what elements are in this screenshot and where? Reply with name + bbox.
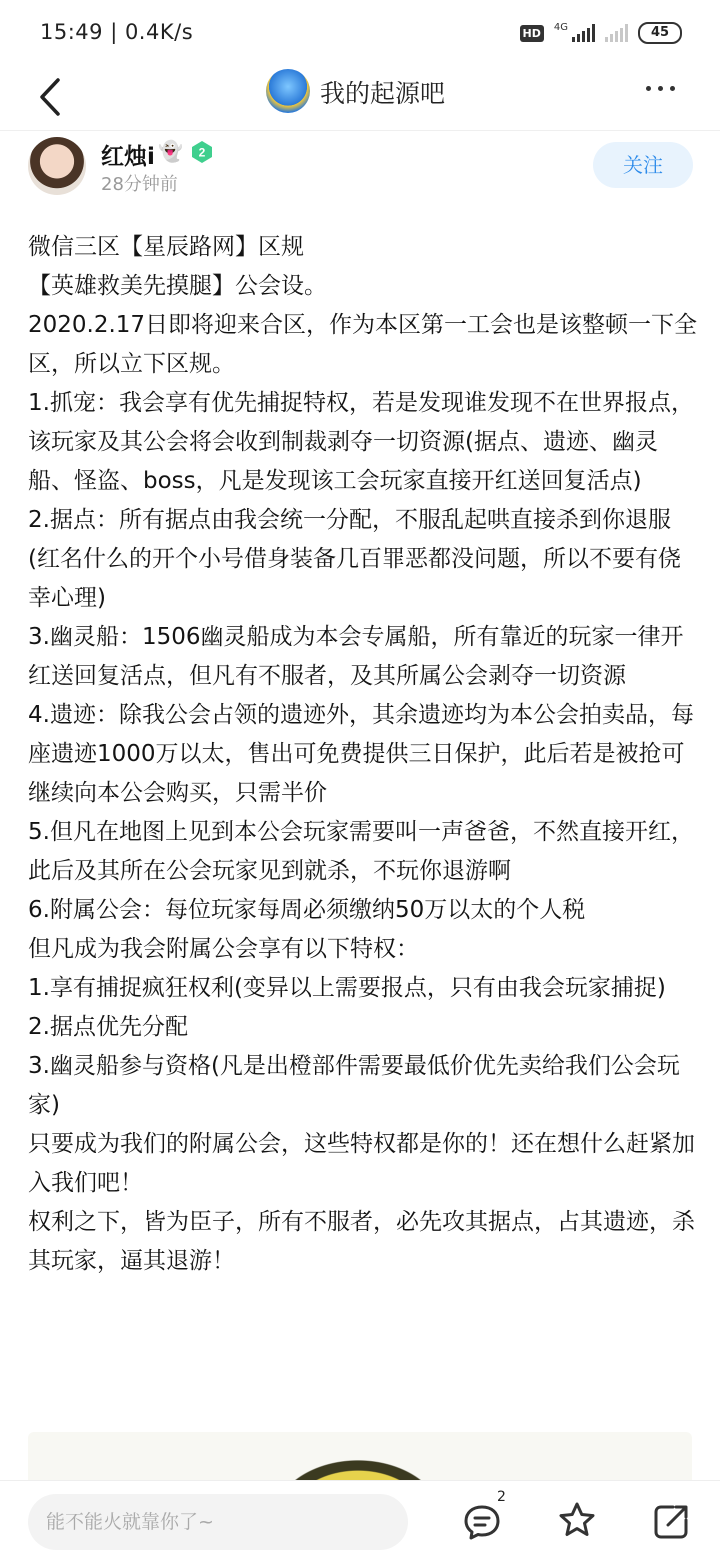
post-line: 【英雄救美先摸腿】公会设。 bbox=[28, 273, 327, 299]
comment-input[interactable]: 能不能火就靠你了~ bbox=[28, 1494, 408, 1550]
ghost-emoji-icon: 👻 bbox=[158, 139, 183, 163]
post-line: 2.据点优先分配 bbox=[28, 1014, 188, 1040]
signal-sim2-icon bbox=[605, 24, 628, 42]
post-line: 3.幽灵船参与资格(凡是出橙部件需要最低价优先卖给我们公会玩家) bbox=[28, 1053, 680, 1118]
back-button[interactable] bbox=[32, 72, 76, 122]
post-time: 28分钟前 bbox=[101, 174, 178, 195]
level-badge bbox=[190, 140, 214, 164]
network-type: 4G bbox=[553, 22, 568, 33]
post-line: 但凡成为我会附属公会享有以下特权： bbox=[28, 936, 419, 962]
share-icon bbox=[651, 1502, 691, 1542]
post-line: 2020.2.17日即将迎来合区，作为本区第一工会也是该整顿一下全区，所以立下区规。 bbox=[28, 312, 698, 377]
follow-button[interactable]: 关注 bbox=[593, 142, 693, 188]
post-line: 1.享有捕捉疯狂权利(变异以上需要报点，只有由我会玩家捕捉) bbox=[28, 975, 666, 1001]
status-icons bbox=[520, 22, 682, 44]
forum-title[interactable]: 我的起源吧 bbox=[320, 79, 446, 108]
more-button[interactable] bbox=[646, 78, 686, 98]
post-line: 5.但凡在地图上见到本公会玩家需要叫一声爸爸，不然直接开红，此后及其所在公会玩家见到就杀，不玩你退游啊 bbox=[28, 819, 694, 884]
hd-icon: HD bbox=[520, 25, 544, 42]
star-icon bbox=[557, 1500, 597, 1540]
post-line: 4.遗迹：除我公会占领的遗迹外，其余遗迹均为本公会拍卖品，每座遗迹1000万以太，售出可免费提供三日保护，此后若是被抢可继续向本公会购买，只需半价 bbox=[28, 702, 694, 806]
post-line: 权利之下，皆为臣子，所有不服者，必先攻其据点，占其遗迹，杀其玩家，逼其退游！ bbox=[28, 1209, 695, 1274]
share-button[interactable] bbox=[651, 1502, 691, 1542]
favorite-button[interactable] bbox=[557, 1500, 597, 1540]
status-bar bbox=[0, 0, 720, 66]
avatar[interactable] bbox=[28, 137, 86, 195]
post-line: 微信三区【星辰路网】区规 bbox=[28, 234, 304, 260]
nav-bar bbox=[0, 66, 720, 131]
signal-icon bbox=[572, 24, 595, 42]
battery-icon: 45 bbox=[638, 22, 682, 44]
post-line: 1.抓宠：我会享有优先捕捉特权，若是发现谁发现不在世界报点，该玩家及其公会将会收到制裁剥夺一切资源(据点、遗迹、幽灵船、怪盗、boss，凡是发现该工会玩家直接开红送回复活点) bbox=[28, 390, 694, 494]
post-line: 2.据点：所有据点由我会统一分配，不服乱起哄直接杀到你退服(红名什么的开个小号借身装备几百罪恶都没问题，所以不要有侥幸心理) bbox=[28, 507, 681, 611]
forum-avatar[interactable] bbox=[266, 69, 310, 113]
post-line: 6.附属公会：每位玩家每周必须缴纳50万以太的个人税 bbox=[28, 897, 586, 923]
post-line: 只要成为我们的附属公会，这些特权都是你的！还在想什么赶紧加入我们吧！ bbox=[28, 1131, 695, 1196]
level-number: 2 bbox=[198, 145, 206, 160]
bottom-bar bbox=[0, 1480, 720, 1561]
status-time-speed: 15:49 | 0.4K/s bbox=[40, 20, 194, 44]
level-badge-icon bbox=[190, 140, 214, 164]
comment-icon bbox=[462, 1502, 502, 1542]
chevron-left-icon bbox=[32, 72, 76, 122]
more-dots-icon bbox=[646, 86, 651, 91]
author-name[interactable]: 红烛i bbox=[101, 144, 155, 170]
comment-button[interactable] bbox=[462, 1502, 502, 1542]
comment-count: 2 bbox=[497, 1489, 506, 1505]
post-line: 3.幽灵船：1506幽灵船成为本会专属船，所有靠近的玩家一律开红送回复活点，但凡有不服者，及其所属公会剥夺一切资源 bbox=[28, 624, 684, 689]
post-content bbox=[28, 228, 698, 1281]
